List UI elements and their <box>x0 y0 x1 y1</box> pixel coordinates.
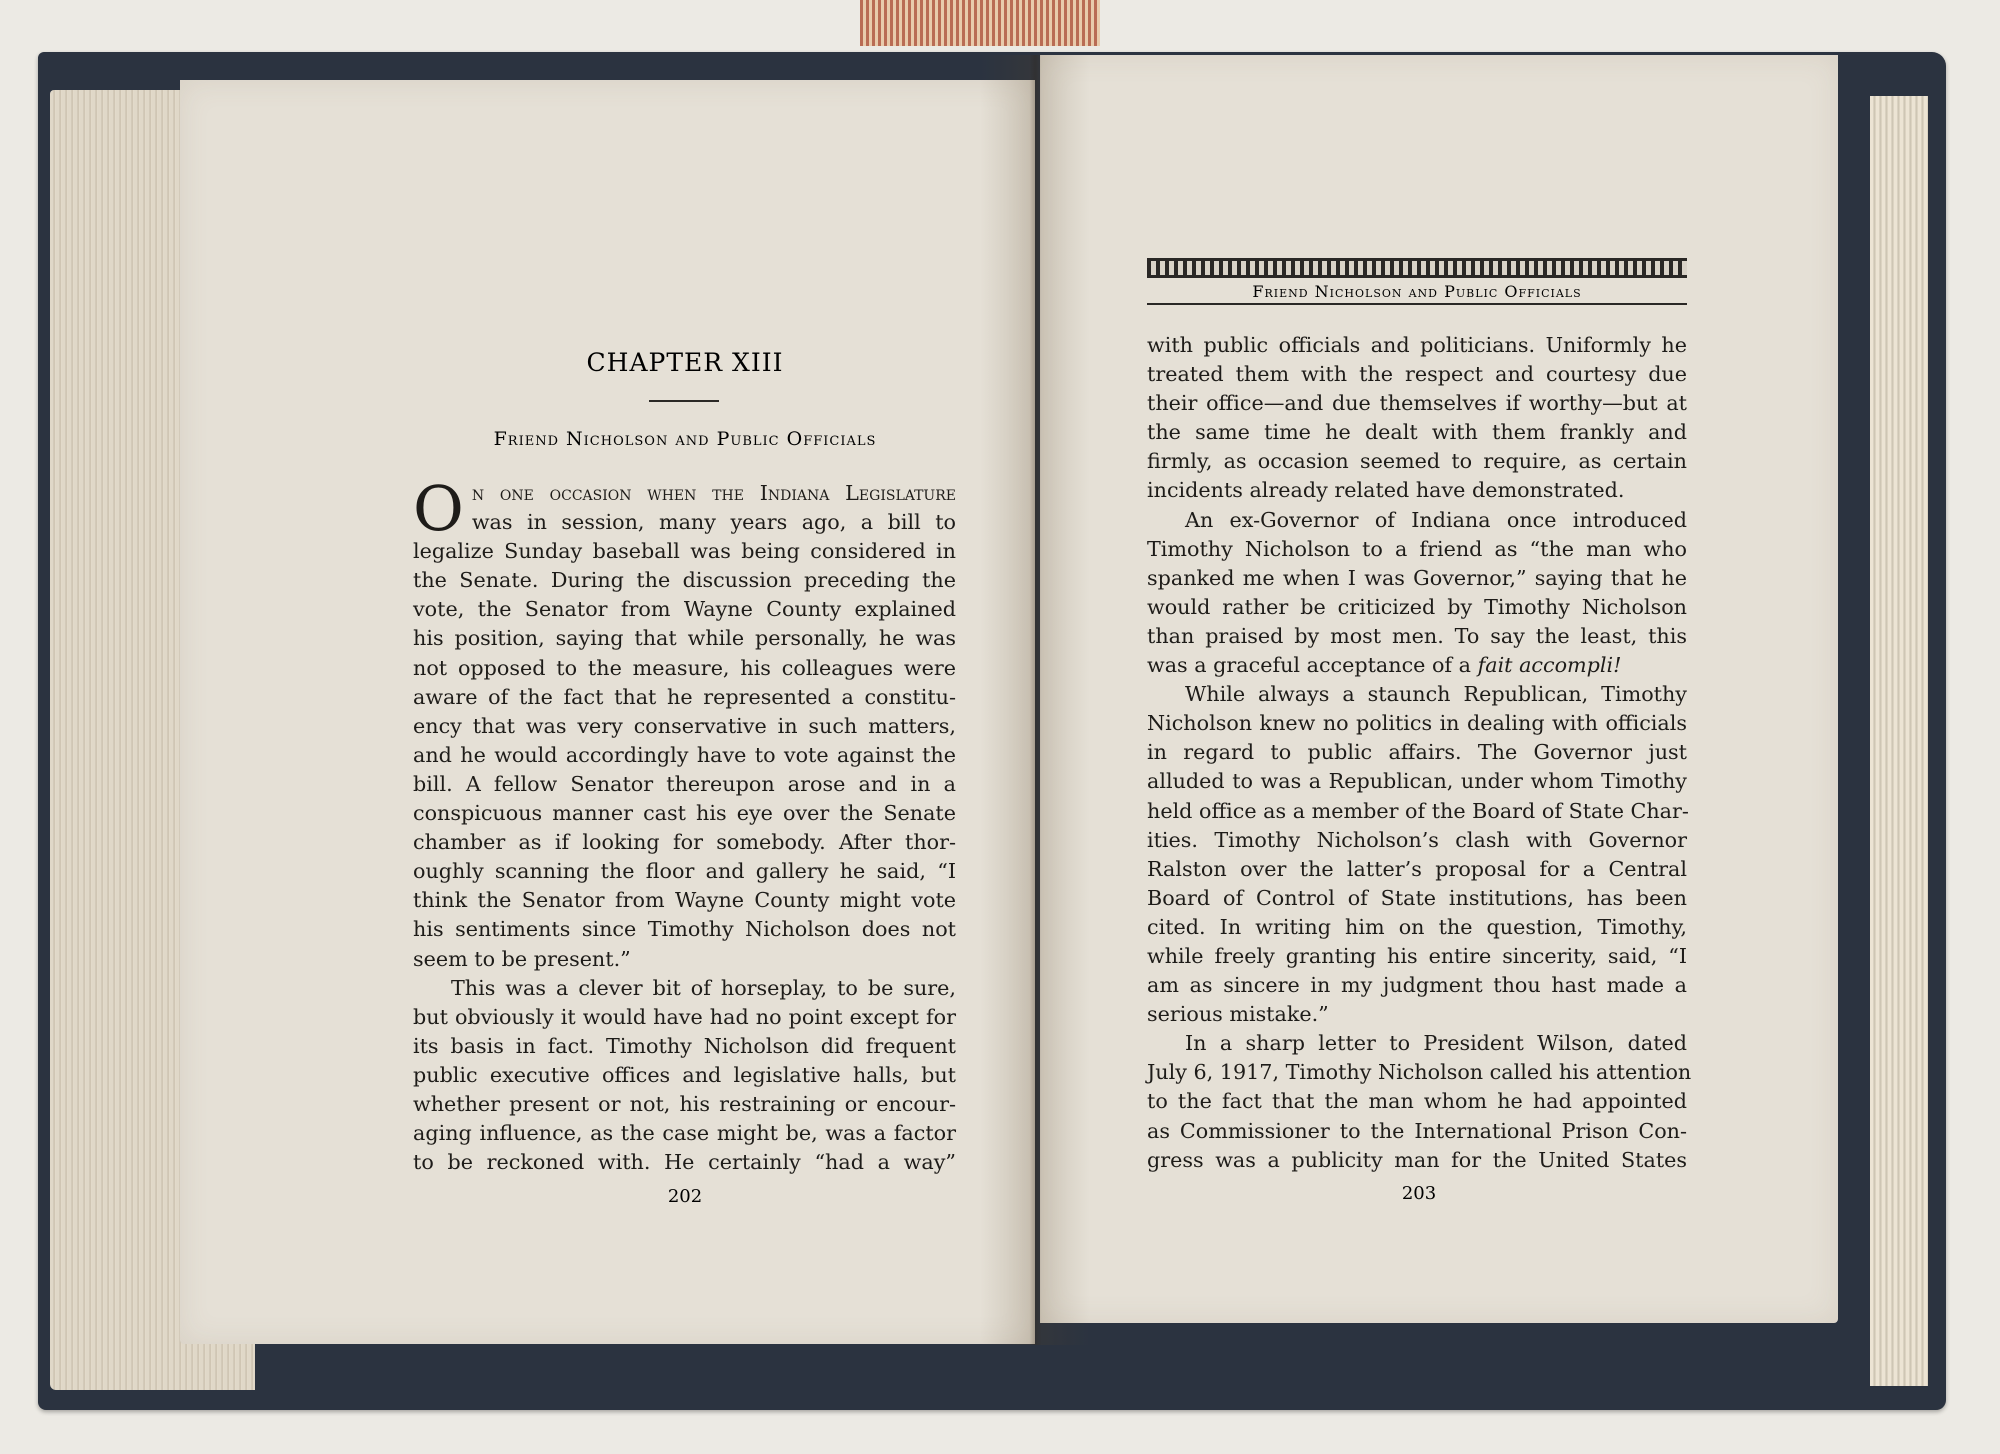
text-line: oughly scanning the floor and gallery he said, “I <box>413 859 956 884</box>
text-line: alluded to was a Republican, under whom Timothy <box>1147 769 1687 794</box>
text-line: not opposed to the measure, his colleagues were <box>413 655 956 680</box>
text-line: ency that was very conservative in such matters, <box>413 713 956 738</box>
italic-phrase: fait accompli! <box>1477 653 1622 678</box>
page-number-right: 203 <box>1401 1183 1437 1204</box>
text-line: than praised by most men. To say the least, this <box>1147 623 1687 648</box>
text-line: vote, the Senator from Wayne County explained <box>413 597 956 622</box>
text-line: Timothy Nicholson to a friend as “the man who <box>1147 536 1687 561</box>
running-head: Friend Nicholson and Public Officials <box>1147 282 1687 305</box>
text-line: chamber as if looking for somebody. After thor- <box>413 830 956 855</box>
text-line: July 6, 1917, Timothy Nicholson called his attention <box>1147 1060 1692 1085</box>
book-gutter <box>980 55 1090 1345</box>
chapter-subtitle: Friend Nicholson and Public Officials <box>493 428 877 450</box>
text-line: firmly, as occasion seemed to require, as certain <box>1147 449 1687 474</box>
text-line: bill. A fellow Senator thereupon arose and in a <box>413 771 956 796</box>
page-number-left: 202 <box>667 1186 703 1207</box>
text-line: to the fact that the man whom he had appointed <box>1147 1089 1687 1114</box>
text-line: seem to be present.” <box>413 946 631 971</box>
text-line: serious mistake.” <box>1147 1002 1329 1027</box>
decorative-header-band <box>1147 258 1687 278</box>
text-line: In a sharp letter to President Wilson, dated <box>1185 1031 1687 1056</box>
right-page-text <box>1147 331 1692 1175</box>
text-line: their office—and due themselves if worthy—but at <box>1147 391 1687 416</box>
text-line: the same time he dealt with them frankly and <box>1147 420 1687 445</box>
text-line: the Senate. During the discussion preceding the <box>413 568 956 593</box>
text-line: but obviously it would have had no point except for <box>413 1004 956 1029</box>
text-line: While always a staunch Republican, Timothy <box>1185 682 1687 707</box>
text-line: as Commissioner to the International Prison Con- <box>1147 1118 1687 1143</box>
text-line: legalize Sunday baseball was being considered in <box>413 539 956 564</box>
text-line: think the Senator from Wayne County might vote <box>413 888 956 913</box>
text-line: in regard to public affairs. The Governor just <box>1147 740 1687 765</box>
text-line: conspicuous manner cast his eye over the Senate <box>413 801 956 826</box>
text-line: would rather be criticized by Timothy Nicholson <box>1147 594 1687 619</box>
text-line: incidents already related have demonstrated. <box>1147 478 1625 503</box>
text-line: treated them with the respect and courtesy due <box>1147 362 1687 387</box>
text-line: was a graceful acceptance of a fait accompli! <box>1147 653 1622 678</box>
left-page-text <box>413 472 956 1177</box>
text-line: Board of Control of State institutions, has been <box>1147 885 1687 910</box>
text-line: An ex-Governor of Indiana once introduced <box>1185 507 1687 532</box>
text-line: aging influence, as the case might be, was a factor <box>413 1121 956 1146</box>
text-line: and he would accordingly have to vote against the <box>413 742 956 767</box>
text-line: his sentiments since Timothy Nicholson does not <box>413 917 956 942</box>
chapter-rule <box>649 400 719 402</box>
text-line: ities. Timothy Nicholson’s clash with Governor <box>1147 827 1687 852</box>
text-line: Nicholson knew no politics in dealing with officials <box>1147 711 1687 736</box>
text-line: his position, saying that while personally, he was <box>413 626 956 651</box>
text-line: with public officials and politicians. Uniformly he <box>1147 333 1687 357</box>
text-line: This was a clever bit of horseplay, to be sure, <box>451 975 956 1000</box>
text-line: to be reckoned with. He certainly “had a way” <box>413 1150 956 1175</box>
text-line: while freely granting his entire sincerity, said, “I <box>1147 943 1687 968</box>
text-line: am as sincere in my judgment thou hast made a <box>1147 973 1687 998</box>
text-line: Ralston over the latter’s proposal for a Central <box>1147 856 1687 881</box>
text-line: public executive offices and legislative halls, but <box>413 1062 956 1087</box>
chapter-title: CHAPTER XIII <box>586 348 784 377</box>
text-line: gress was a publicity man for the United States <box>1147 1147 1687 1172</box>
book-headband <box>860 0 1100 46</box>
text-line: spanked me when I was Governor,” saying that he <box>1147 565 1687 590</box>
page-edges-right <box>1870 96 1928 1386</box>
text-line: its basis in fact. Timothy Nicholson did frequent <box>413 1033 956 1058</box>
text-line: whether present or not, his restraining or encour- <box>413 1091 956 1116</box>
drop-cap: O <box>413 472 464 545</box>
text-line: held office as a member of the Board of State Char- <box>1147 798 1689 823</box>
text-line: was in session, many years ago, a bill to <box>471 510 956 535</box>
text-line: aware of the fact that he represented a constitu- <box>413 684 956 709</box>
text-line: n one occasion when the Indiana Legislature <box>471 481 956 505</box>
text-line: cited. In writing him on the question, Timothy, <box>1147 914 1687 939</box>
